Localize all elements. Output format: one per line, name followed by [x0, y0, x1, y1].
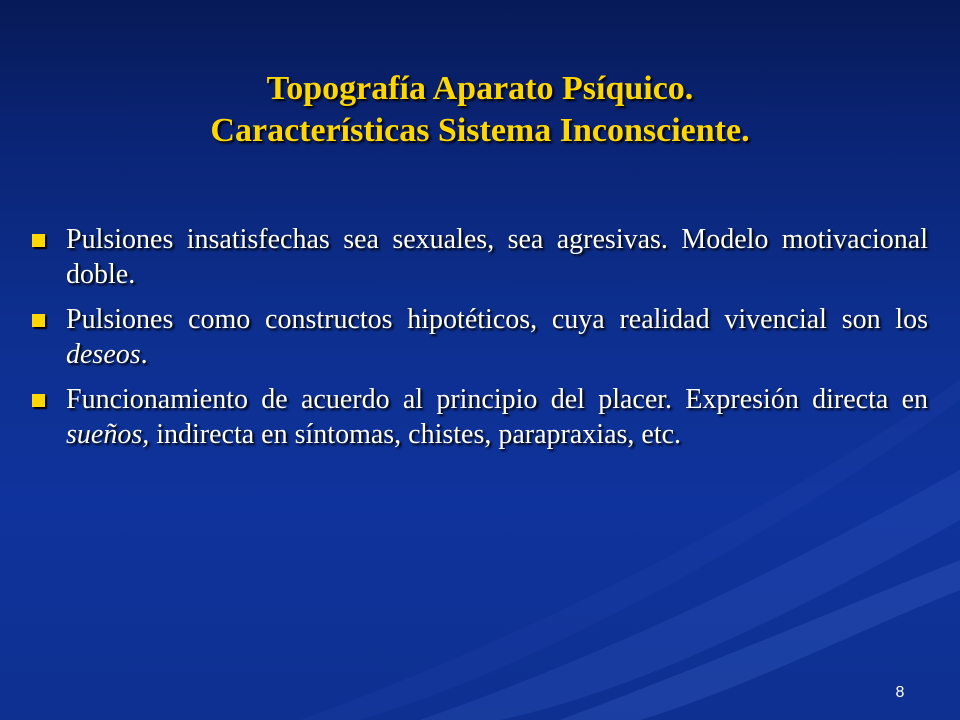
- square-bullet-icon: [32, 314, 45, 327]
- bullet-text-3-emphasis: sueños,: [66, 419, 150, 450]
- bullet-item-2: [32, 302, 928, 372]
- bullet-text-2-tail: .: [140, 339, 148, 370]
- bullet-text-1-main: Pulsiones insatisfechas sea sexuales, sea agresivas. Modelo motivacional doble.: [66, 224, 928, 290]
- bullet-text-2-emphasis: deseos: [66, 339, 141, 370]
- bullet-text-2: [66, 304, 928, 370]
- bullet-text-3-tail: indirecta en síntomas, chistes, parapraxias, etc.: [149, 419, 682, 450]
- bullet-item-3: [32, 382, 928, 452]
- square-bullet-icon: [32, 394, 45, 407]
- bullet-list: [32, 222, 928, 462]
- slide-title: [60, 68, 900, 152]
- slide-title-line-2: Características Sistema Inconsciente.: [210, 112, 750, 149]
- bullet-text-3: [66, 384, 928, 450]
- bullet-text-1: [66, 224, 928, 290]
- page-number: 8: [895, 684, 905, 701]
- bullet-text-2-main: Pulsiones como constructos hipotéticos, cuya realidad vivencial son los: [66, 304, 928, 335]
- slide-title-line-1: Topografía Aparato Psíquico.: [266, 70, 694, 107]
- bullet-item-1: [32, 222, 928, 292]
- square-bullet-icon: [32, 234, 45, 247]
- bullet-text-3-main: Funcionamiento de acuerdo al principio del placer. Expresión directa en: [66, 384, 928, 415]
